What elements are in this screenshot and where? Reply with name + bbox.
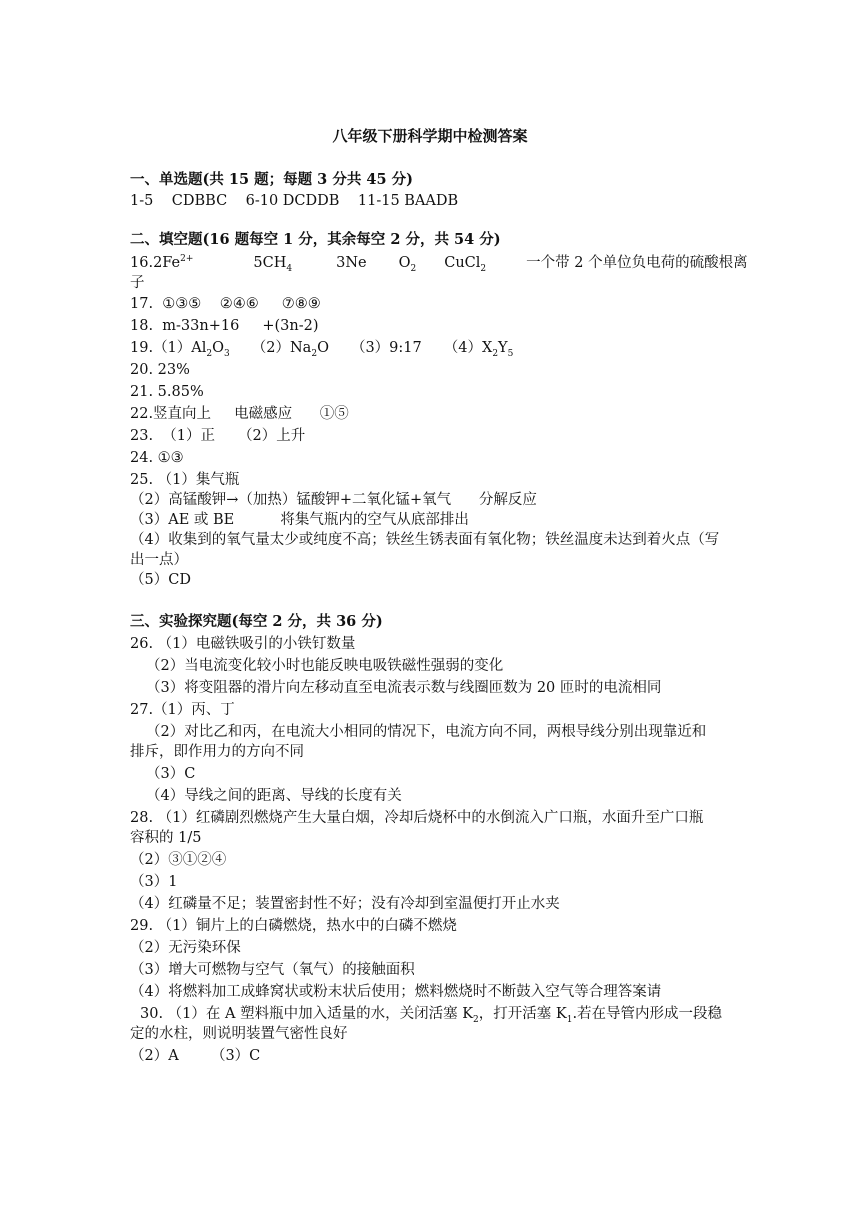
- q23-line: 23. （1）正 （2）上升: [130, 428, 306, 444]
- q19-part-4: $(4)X_2Y_5$: [443, 340, 514, 359]
- q16-answer-2: $5CH_4$: [253, 255, 293, 274]
- q16-number: 16.: [130, 255, 154, 271]
- section-1-heading: 一、单选题(共 15 题；每题 3 分共 45 分): [130, 171, 413, 188]
- q26-line-2: （2）当电流变化较小时也能反映电吸铁磁性强弱的变化: [146, 658, 504, 674]
- q19-line: $19.(1)Al_2O_3$ $(2)Na_2O$ （3）9:17 $(4)X_2Y_5$: [130, 340, 514, 359]
- q30-line-2: 定的水柱，则说明装置气密性良好: [130, 1026, 348, 1042]
- q16-answer-3: 3Ne: [336, 255, 367, 271]
- section-2-heading: 二、填空题(16 题每空 1 分，其余每空 2 分，共 54 分): [130, 231, 501, 248]
- q28-line-3: （2）③①②④: [130, 852, 227, 868]
- q16-answer-5: CuCl$_2$: [444, 255, 487, 274]
- q28-line-4: （3）1: [130, 874, 178, 890]
- q29-line-3: （3）增大可燃物与空气（氧气）的接触面积: [130, 962, 415, 978]
- q26-line-3: （3）将变阻器的滑片向左移动直至电流表示数与线圈匝数为 20 匝时的电流相同: [146, 680, 662, 696]
- q21-line: 21. 5.85%: [130, 384, 204, 400]
- q16-answer-4: $O_2$: [398, 255, 417, 274]
- section-3-heading: 三、实验探究题(每空 2 分，共 36 分): [130, 613, 383, 630]
- q27-line-3: 排斥，即作用力的方向不同: [130, 744, 304, 760]
- q25-line-1: 25. （1）集气瓶: [130, 472, 240, 488]
- q28-line-5: （4）红磷量不足；装置密封性不好；没有冷却到室温便打开止水夹: [130, 896, 560, 912]
- q16-line: [130, 253, 748, 274]
- q30-line-3: （2）A （3）C: [130, 1048, 261, 1064]
- q29-line-4: （4）将燃料加工成蜂窝状或粉末状后使用；燃料燃烧时不断鼓入空气等合理答案请: [130, 984, 662, 1000]
- q17-line: 17. ①③⑤ ②④⑥ ⑦⑧⑨: [130, 296, 321, 312]
- section-1-answers: 1-5 CDBBC 6-10 DCDDB 11-15 BAADB: [130, 193, 459, 209]
- q16-answer-6: 一个带 2 个单位负电荷的硫酸根离: [526, 255, 748, 271]
- q27-line-1: 27.（1）丙、丁: [130, 702, 235, 718]
- q28-line-2: 容积的 1/5: [130, 830, 202, 846]
- q25-line-5: 出一点）: [130, 552, 188, 568]
- q19-part-2: $(2)Na_2O$: [251, 340, 329, 359]
- q27-line-4: （3）C: [146, 766, 196, 782]
- q20-line: 20. 23%: [130, 362, 190, 378]
- q25-line-3: （3）AE 或 BE 将集气瓶内的空气从底部排出: [130, 512, 469, 528]
- q24-line: 24. ①③: [130, 450, 184, 466]
- q19-part-3: （3）9:17: [350, 340, 422, 356]
- q25-line-6: （5）CD: [130, 572, 191, 588]
- q22-line: 22.竖直向上 电磁感应 ①⑤: [130, 406, 349, 422]
- q30-line-1: 30. （1）在 A 塑料瓶中加入适量的水，关闭活塞 $K_2$，打开活塞 $K_1$.若在导管内形成一段稳: [140, 1006, 723, 1025]
- q25-line-2: （2）高锰酸钾→（加热）锰酸钾+二氧化锰+氧气 分解反应: [130, 492, 537, 508]
- document-title: 八年级下册科学期中检测答案: [332, 127, 528, 145]
- q18-line: 18. m-33n+16 +(3n-2): [130, 318, 319, 334]
- q29-line-2: （2）无污染环保: [130, 940, 241, 956]
- q27-line-5: （4）导线之间的距离、导线的长度有关: [146, 788, 402, 804]
- q16-answer-1: $2Fe^{2+}$: [153, 254, 194, 271]
- q27-line-2: （2）对比乙和丙，在电流大小相同的情况下，电流方向不同，两根导线分别出现靠近和: [146, 724, 707, 740]
- q19-part-1: $(1)Al_2O_3$: [153, 340, 230, 359]
- q26-line-1: 26. （1）电磁铁吸引的小铁钉数量: [130, 636, 356, 652]
- q28-line-1: 28. （1）红磷剧烈燃烧产生大量白烟，冷却后烧杯中的水倒流入广口瓶，水面升至广口瓶: [130, 810, 704, 826]
- q16-line-2: 子: [130, 275, 145, 291]
- q25-line-4: （4）收集到的氧气量太少或纯度不高；铁丝生锈表面有氧化物；铁丝温度未达到着火点（写: [130, 532, 720, 548]
- q29-line-1: 29. （1）铜片上的白磷燃烧，热水中的白磷不燃烧: [130, 918, 457, 934]
